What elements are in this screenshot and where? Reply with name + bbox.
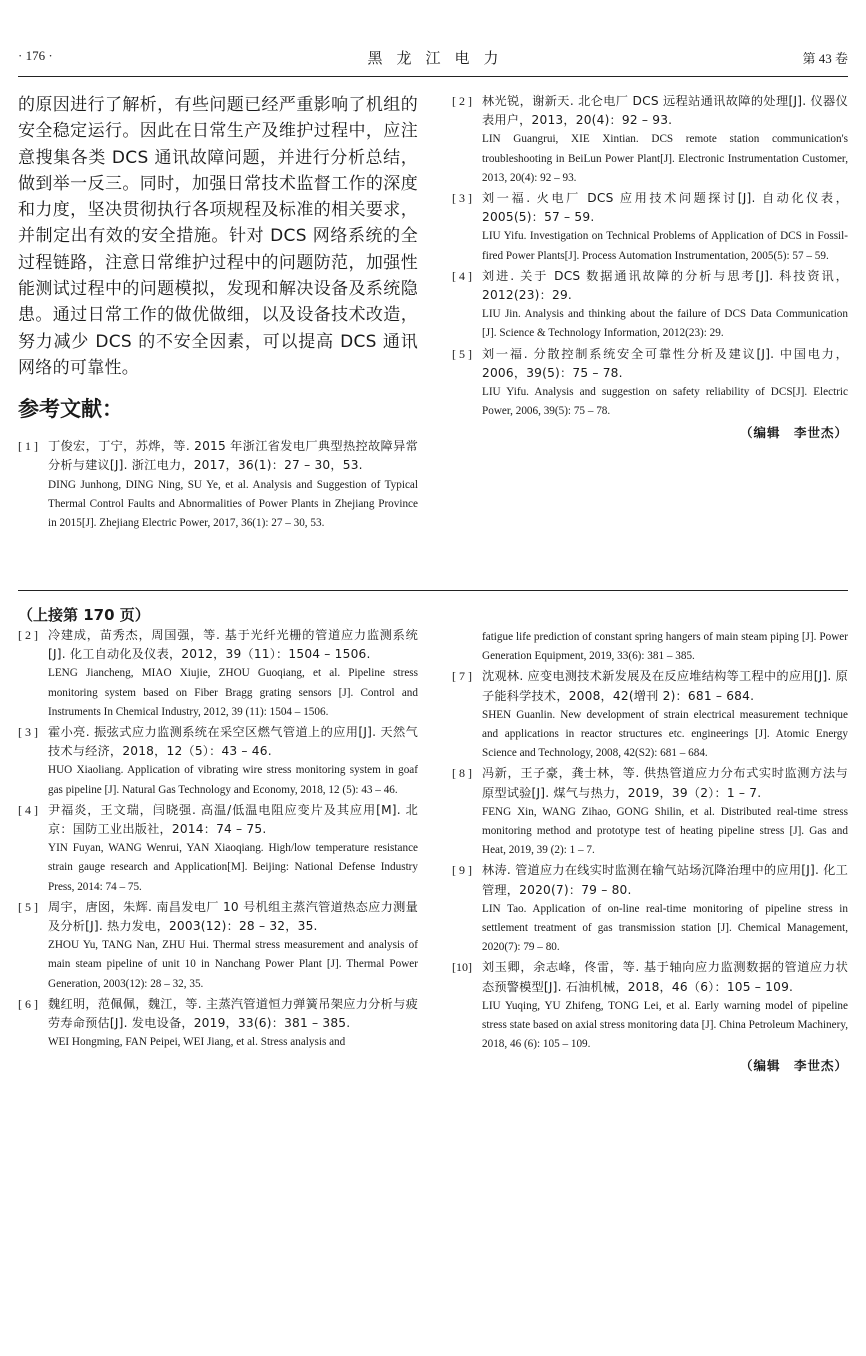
top-right-column (452, 92, 848, 441)
reference-chinese: 刘一福. 火电厂 DCS 应用技术问题探讨[J]. 自动化仪表，2005(5)：57 – 59. (482, 191, 848, 225)
reference-number: [ 5 ] (452, 346, 472, 361)
reference-chinese: 丁俊宏，丁宁，苏烨，等. 2015 年浙江省发电厂典型热控故障异常分析与建议[J]. 浙江电力，2017，36(1)：27 – 30，53. (48, 439, 418, 473)
reference-chinese: 霍小亮. 振弦式应力监测系统在采空区燃气管道上的应用[J]. 天然气技术与经济，2018，12（5）：43 – 46. (48, 725, 418, 759)
reference-number: [ 7 ] (452, 669, 472, 684)
reference-english: LIU Yifu. Investigation on Technical Problems of Application of DCS in Fossil-fired Power Plants[J]. Process Automation Instrumentation, 2005(5): 57 – 59. (482, 230, 848, 262)
editor-credit: （编辑 李世杰） (739, 1058, 848, 1074)
reference-chinese: 冯新，王子豪，龚士林，等. 供热管道应力分布式实时监测方法与原型试验[J]. 煤气与热力，2019，39（2）：1 – 7. (482, 766, 848, 800)
reference-chinese: 刘进. 关于 DCS 数据通讯故障的分析与思考[J]. 科技资讯，2012(23)：29. (482, 268, 848, 303)
section-divider (18, 590, 848, 591)
reference-item (18, 995, 418, 1053)
body-paragraph: 的原因进行了解析，有些问题已经严重影响了机组的安全稳定运行。因此在日常生产及维护过程中，应注意搜集各类 DCS 通讯故障问题，并进行分析总结，做到举一反三。同时，加强日常技术监督工作的深度和力度，坚决贯彻执行各项规程及标准的相关要求，并制定出有效的安全措施。针对 DCS 网络系统的全过程链路，注意日常维护过程中的问题防范，加强性能测试过程中的问题模拟，发现和解决设备及系统隐患。通过日常工作的做优做细，以及设备技术改造，努力减少 DCS 的不安全因素，可以提高 DCS 通讯网络的可靠性。 (18, 95, 418, 378)
reference-item (452, 267, 848, 344)
reference-number: [ 5 ] (18, 899, 38, 914)
reference-english: HUO Xiaoliang. Application of vibrating wire stress monitoring system in goaf gas pipeline [J]. Natural Gas Technology and Economy, 2018, 12 (5): 43 – 46. (48, 764, 418, 796)
reference-list (452, 667, 848, 1054)
reference-number: [ 8 ] (452, 766, 472, 781)
reference-number: [ 4 ] (452, 268, 472, 283)
running-header (18, 48, 848, 70)
reference-english: WEI Hongming, FAN Peipei, WEI Jiang, et al. Stress analysis and (48, 1036, 346, 1049)
reference-english: fatigue life prediction of constant spring hangers of main steam piping [J]. Power Generation Equipment, 2019, 33(6): 381 – 385. (482, 631, 848, 663)
reference-english: LIU Jin. Analysis and thinking about the failure of DCS Data Communication [J]. Science & Technology Information, 2012(23): 29. (482, 308, 848, 340)
reference-list (18, 437, 418, 533)
reference-english: LIU Yifu. Analysis and suggestion on safety reliability of DCS[J]. Electric Power, 2006, 39(5): 75 – 78. (482, 386, 848, 418)
reference-item (452, 958, 848, 1054)
reference-item (18, 626, 418, 722)
reference-number: [ 6 ] (18, 996, 38, 1011)
reference-number: [ 2 ] (452, 94, 472, 108)
header-rule (18, 76, 848, 77)
reference-chinese: 林光锐，谢新天. 北仑电厂 DCS 远程站通讯故障的处理[J]. 仪器仪表用户，2013，20(4)：92 – 93. (482, 94, 848, 128)
reference-item (18, 723, 418, 800)
reference-english: LIU Yuqing, YU Zhifeng, TONG Lei, et al. Early warning model of pipeline stress state based on axial stress monitoring data [J]. China Petroleum Machinery, 2018, 46 (6): 105 – 109. (482, 999, 848, 1051)
reference-english: LIN Guangrui, XIE Xintian. DCS remote station communication's troubleshooting in BeiLun Power Plant[J]. Electronic Instrumentation Customer, 2013, 20(4): 92 – 93. (482, 133, 848, 184)
reference-number: [ 1 ] (18, 439, 38, 454)
reference-number: [ 2 ] (18, 628, 38, 642)
reference-number: [ 3 ] (18, 725, 38, 740)
reference-number: [ 4 ] (18, 802, 38, 817)
reference-english: ZHOU Yu, TANG Nan, ZHU Hui. Thermal stress measurement and analysis of main steam pipeline of unit 10 in Nanchang Power Plant [J]. Thermal Power Generation, 2003(12): 28 – 32, 35. (48, 939, 418, 990)
reference-chinese: 魏红明，范佩佩，魏江，等. 主蒸汽管道恒力弹簧吊架应力分析与疲劳寿命预估[J]. 发电设备，2019，33(6)：381 – 385. (48, 996, 418, 1031)
reference-item (18, 437, 418, 533)
reference-item (452, 345, 848, 422)
reference-chinese: 周宇，唐囡，朱辉. 南昌发电厂 10 号机组主蒸汽管道热态应力测量及分析[J]. 热力发电，2003(12)：28 – 32，35. (48, 899, 418, 934)
volume-label: 第 43 卷 (802, 51, 848, 66)
reference-chinese: 刘一福. 分散控制系统安全可靠性分析及建议[J]. 中国电力，2006，39(5)：75 – 78. (482, 346, 848, 380)
editor-credit: （编辑 李世杰） (739, 425, 848, 441)
reference-item (452, 189, 848, 266)
reference-chinese: 沈观林. 应变电测技术新发展及在反应堆结构等工程中的应用[J]. 原子能科学技术，2008，42(增刊 2)：681 – 684. (482, 669, 848, 703)
reference-number: [ 3 ] (452, 191, 472, 206)
reference-english: LENG Jiancheng, MIAO Xiujie, ZHOU Guoqiang, et al. Pipeline stress monitoring system based on Fiber Bragg grating sensors [J]. Control and Instruments In Chemical Industry, 2012, 39 (11): 1504 – 1506. (48, 667, 418, 718)
bottom-right-column (452, 628, 848, 1074)
references-title: 参考文献： (18, 397, 123, 422)
reference-list (452, 92, 848, 421)
reference-english: YIN Fuyan, WANG Wenrui, YAN Xiaoqiang. High/low temperature resistance strain gauge research and Application[M]. Beijing: National Defense Industry Press, 2014: 74 – 75. (48, 842, 418, 893)
reference-item (18, 898, 418, 994)
reference-item (452, 667, 848, 763)
reference-number: [ 9 ] (452, 863, 472, 878)
reference-item (452, 861, 848, 957)
reference-item (452, 92, 848, 188)
reference-item (18, 801, 418, 897)
reference-chinese: 尹福炎，王文瑞，闫晓强. 高温/低温电阻应变片及其应用[M]. 北京：国防工业出版社，2014：74 – 75. (48, 802, 418, 837)
reference-english: SHEN Guanlin. New development of strain electrical measurement technique and applications in reactor structures etc. engineerings [J]. Atomic Energy Science and Technology, 2008, 42(S2): 681 – 684. (482, 708, 848, 760)
reference-item (452, 764, 848, 860)
bottom-left-column (18, 604, 418, 1053)
reference-chinese: 刘玉卿，余志峰，佟雷，等. 基于轴向应力监测数据的管道应力状态预警模型[J]. 石油机械，2018，46（6）：105 – 109. (482, 960, 848, 994)
reference-list (18, 626, 418, 1052)
continued-from-label: （上接第 170 页） (18, 606, 150, 624)
reference-english: LIN Tao. Application of on-line real-time monitoring of pipeline stress in settlement treatment of gas transmission station [J]. Chemical Management, 2020(7): 79 – 80. (482, 902, 848, 954)
reference-chinese: 冷建成，苗秀杰，周国强，等. 基于光纤光栅的管道应力监测系统[J]. 化工自动化及仪表，2012，39（11）：1504 – 1506. (48, 628, 418, 662)
reference-number: [10] (452, 960, 472, 975)
reference-continuation (452, 628, 848, 666)
reference-english: FENG Xin, WANG Zihao, GONG Shilin, et al. Distributed real-time stress monitoring method and prototype test of heating pipeline stress [J]. Gas and Heat, 2019, 39 (2): 1 – 7. (482, 805, 848, 857)
top-left-column (18, 92, 418, 534)
page-number: · 176 · (18, 48, 53, 63)
journal-title: 黑龙江电力 (367, 51, 513, 67)
reference-english: DING Junhong, DING Ning, SU Ye, et al. Analysis and Suggestion of Typical Thermal Control Faults and Abnormalities of Power Plants in Zhejiang Province in 2015[J]. Zhejiang Electric Power, 2017, 36(1): 27 – 30, 53. (48, 478, 418, 530)
reference-chinese: 林涛. 管道应力在线实时监测在输气站场沉降治理中的应用[J]. 化工管理，2020(7)：79 – 80. (482, 863, 848, 897)
